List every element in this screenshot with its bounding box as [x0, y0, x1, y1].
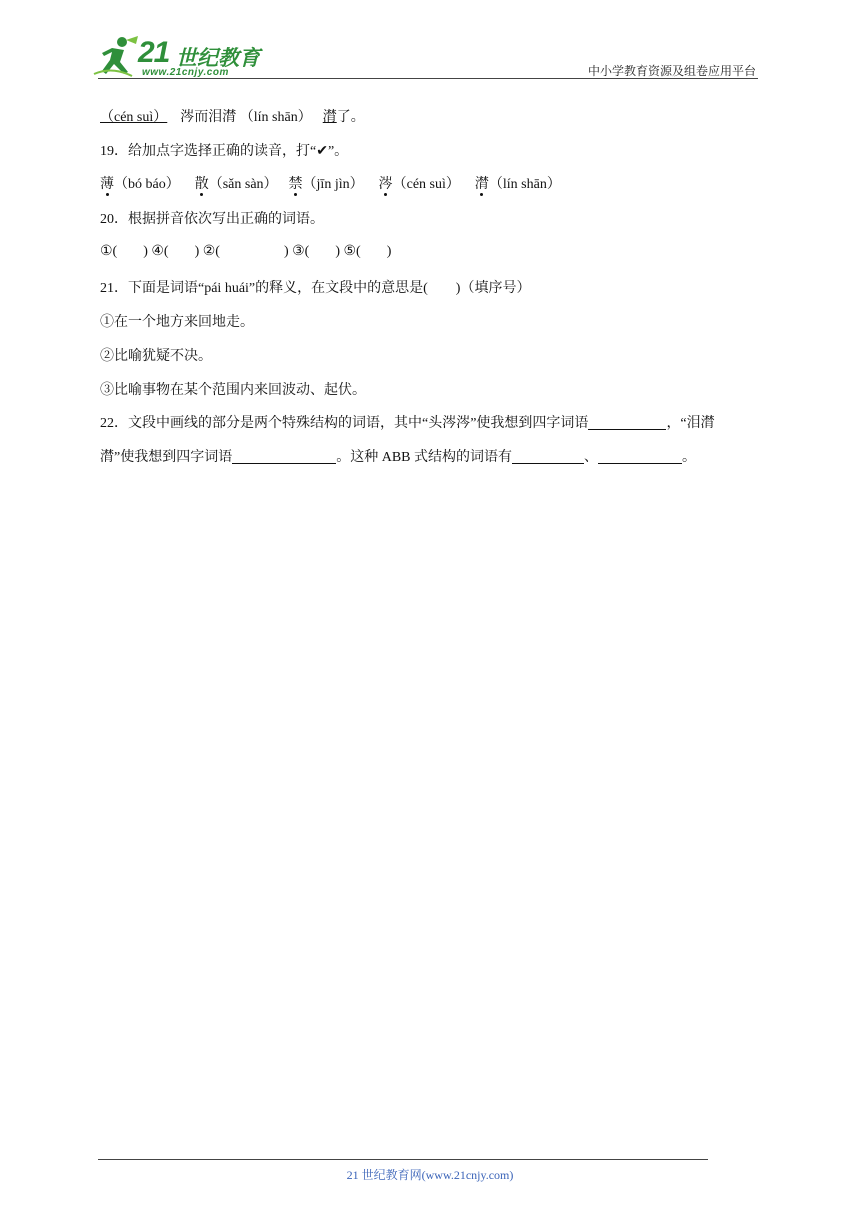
- slot-close: ): [386, 244, 392, 259]
- question-22-line-1: [100, 412, 715, 432]
- question-21-option-1: ①在一个地方来回地走。: [100, 315, 254, 330]
- logo-url: www.21cnjy.com: [142, 67, 229, 78]
- answer-blank-idiom-1[interactable]: [588, 415, 666, 430]
- question-21-option-2: ②比喻犹疑不决。: [100, 349, 212, 364]
- question-22-text-2: ，“泪潸: [666, 416, 715, 431]
- answer-blank-abb-2[interactable]: [598, 449, 682, 464]
- slot-4-open: ) ④(: [143, 244, 169, 259]
- logo-name: 世纪教育: [176, 46, 260, 70]
- footer-divider: [98, 1159, 708, 1160]
- dotted-char-1: 薄: [100, 173, 114, 193]
- question-22-text-4: 。这种 ABB 式结构的词语有: [336, 450, 513, 465]
- question-21-option-3: ③比喻事物在某个范围内来回波动、起伏。: [100, 383, 366, 398]
- question-22-text-1: 22．文段中画线的部分是两个特殊结构的词语，其中“头涔涔”使我想到四字词语: [100, 416, 589, 431]
- underlined-pinyin-1: （cén suì）: [100, 110, 168, 125]
- footer-site-link[interactable]: 21 世纪教育网(www.21cnjy.com): [346, 1168, 514, 1182]
- question-22-sep: 、: [584, 450, 599, 465]
- answer-blank-idiom-2[interactable]: [232, 449, 336, 464]
- passage-end: 了。: [336, 110, 365, 125]
- question-20-answer-slots: [100, 243, 391, 260]
- header-tagline: 中小学教育资源及组卷应用平台: [587, 64, 756, 78]
- logo-number: 21: [138, 36, 170, 69]
- pinyin-2: （lín shān）: [239, 110, 312, 125]
- runner-logo-icon: [92, 34, 140, 78]
- reading-options-3[interactable]: （jīn jìn）: [302, 177, 364, 192]
- passage-tail: [100, 106, 365, 126]
- passage-text: 涔而泪潸: [180, 110, 237, 125]
- question-22-text-3: 潸”使我想到四字词语: [100, 450, 233, 465]
- slot-5-open: ) ⑤(: [335, 244, 361, 259]
- dotted-char-3: 禁: [289, 173, 303, 193]
- site-logo[interactable]: [92, 34, 262, 80]
- question-19-stem: 19．给加点字选择正确的读音，打“✔”。: [100, 144, 349, 159]
- answer-blank-abb-1[interactable]: [512, 449, 584, 464]
- reading-options-1[interactable]: （bó báo）: [114, 177, 180, 192]
- dotted-char-5: 潸: [475, 173, 489, 193]
- page-header: [0, 0, 860, 84]
- question-19-options: [100, 173, 561, 193]
- header-divider: [98, 78, 758, 79]
- slot-2-open: ) ②(: [194, 244, 220, 259]
- reading-options-2[interactable]: （sǎn sàn）: [208, 177, 278, 192]
- dotted-char-2: 散: [195, 173, 209, 193]
- question-21-stem: 21．下面是词语“pái huái”的释义，在文段中的意思是( )（填序号）: [100, 281, 531, 296]
- reading-options-4[interactable]: （cén suì）: [392, 177, 460, 192]
- slot-3-open: ) ③(: [283, 244, 310, 259]
- question-20-stem: 20．根据拼音依次写出正确的词语。: [100, 212, 324, 227]
- slot-1-open: ①(: [100, 244, 118, 259]
- question-22-line-2: [100, 446, 696, 466]
- dotted-char-4: 涔: [379, 173, 393, 193]
- reading-options-5[interactable]: （lín shān）: [488, 177, 561, 192]
- underlined-char: 潸: [322, 110, 337, 125]
- question-22-end: 。: [682, 450, 697, 465]
